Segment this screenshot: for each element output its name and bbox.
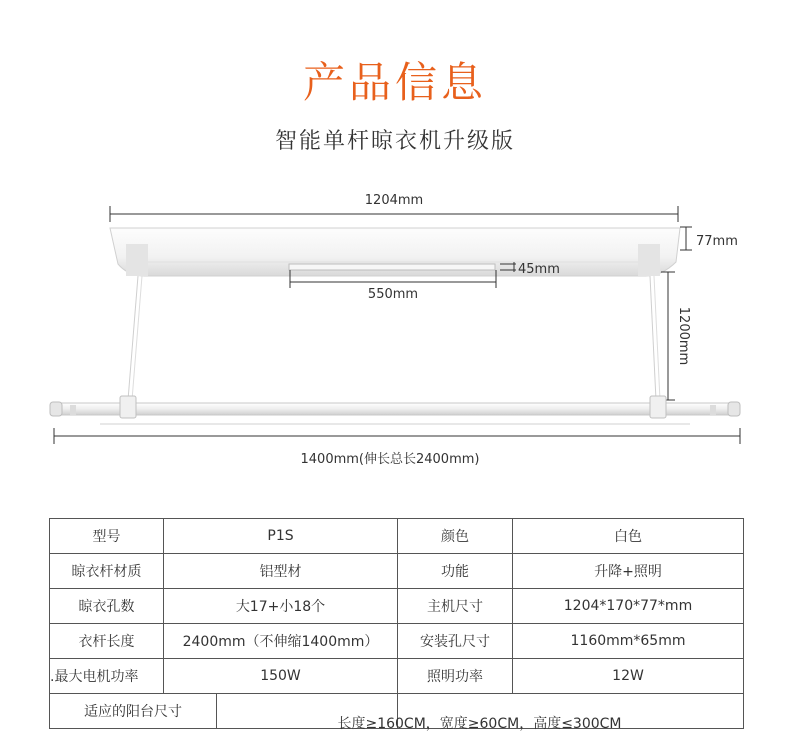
spec-label: 型号 <box>50 519 164 554</box>
spec-label: 照明功率 <box>398 659 513 694</box>
spec-value: 150W <box>164 659 398 694</box>
drop-dimension-line <box>661 272 675 400</box>
spec-label: 晾衣孔数 <box>50 589 164 624</box>
width-label: 1204mm <box>364 193 424 208</box>
table-row <box>50 624 744 659</box>
table-row <box>50 659 744 694</box>
spec-label: 适应的阳台尺寸 <box>50 694 217 728</box>
spec-value: P1S <box>164 519 398 554</box>
spec-label: .最大电机功率 <box>50 659 164 694</box>
spec-value: 1204*170*77*mm <box>513 589 744 624</box>
spec-label: 颜色 <box>398 519 513 554</box>
page-title: 产品信息 <box>302 58 487 107</box>
light-width-label: 550mm <box>367 287 419 302</box>
spec-value: 1160mm*65mm <box>513 624 744 659</box>
spec-label: 安装孔尺寸 <box>398 624 513 659</box>
table-row <box>50 589 744 624</box>
spec-table <box>49 518 744 729</box>
spec-label: 晾衣杆材质 <box>50 554 164 589</box>
spec-value: 大17+小18个 <box>164 589 398 624</box>
spec-value: 升降+照明 <box>513 554 744 589</box>
table-row <box>50 519 744 554</box>
light-height-label: 45mm <box>518 262 560 277</box>
spec-value: 铝型材 <box>164 554 398 589</box>
height-label: 77mm <box>696 234 738 249</box>
drop-label: 1200mm <box>676 306 691 366</box>
spec-label: 功能 <box>398 554 513 589</box>
height-dimension-line <box>680 227 692 250</box>
rod-dimension-line <box>54 428 740 444</box>
light-strip <box>289 264 495 270</box>
spec-label: 衣杆长度 <box>50 624 164 659</box>
spec-value: 12W <box>513 659 744 694</box>
width-dimension-line <box>110 206 678 222</box>
spec-value: 白色 <box>513 519 744 554</box>
table-row <box>50 554 744 589</box>
balcony-size-value: 长度≥160CM，宽度≥60CM，高度≤300CM <box>337 716 622 732</box>
clothes-rod <box>50 396 740 424</box>
spec-value: 2400mm（不伸缩1400mm） <box>164 624 398 659</box>
rod-label: 1400mm(伸长总长2400mm) <box>300 452 480 467</box>
spec-label: 主机尺寸 <box>398 589 513 624</box>
product-subtitle: 智能单杆晾衣机升级版 <box>274 129 515 154</box>
